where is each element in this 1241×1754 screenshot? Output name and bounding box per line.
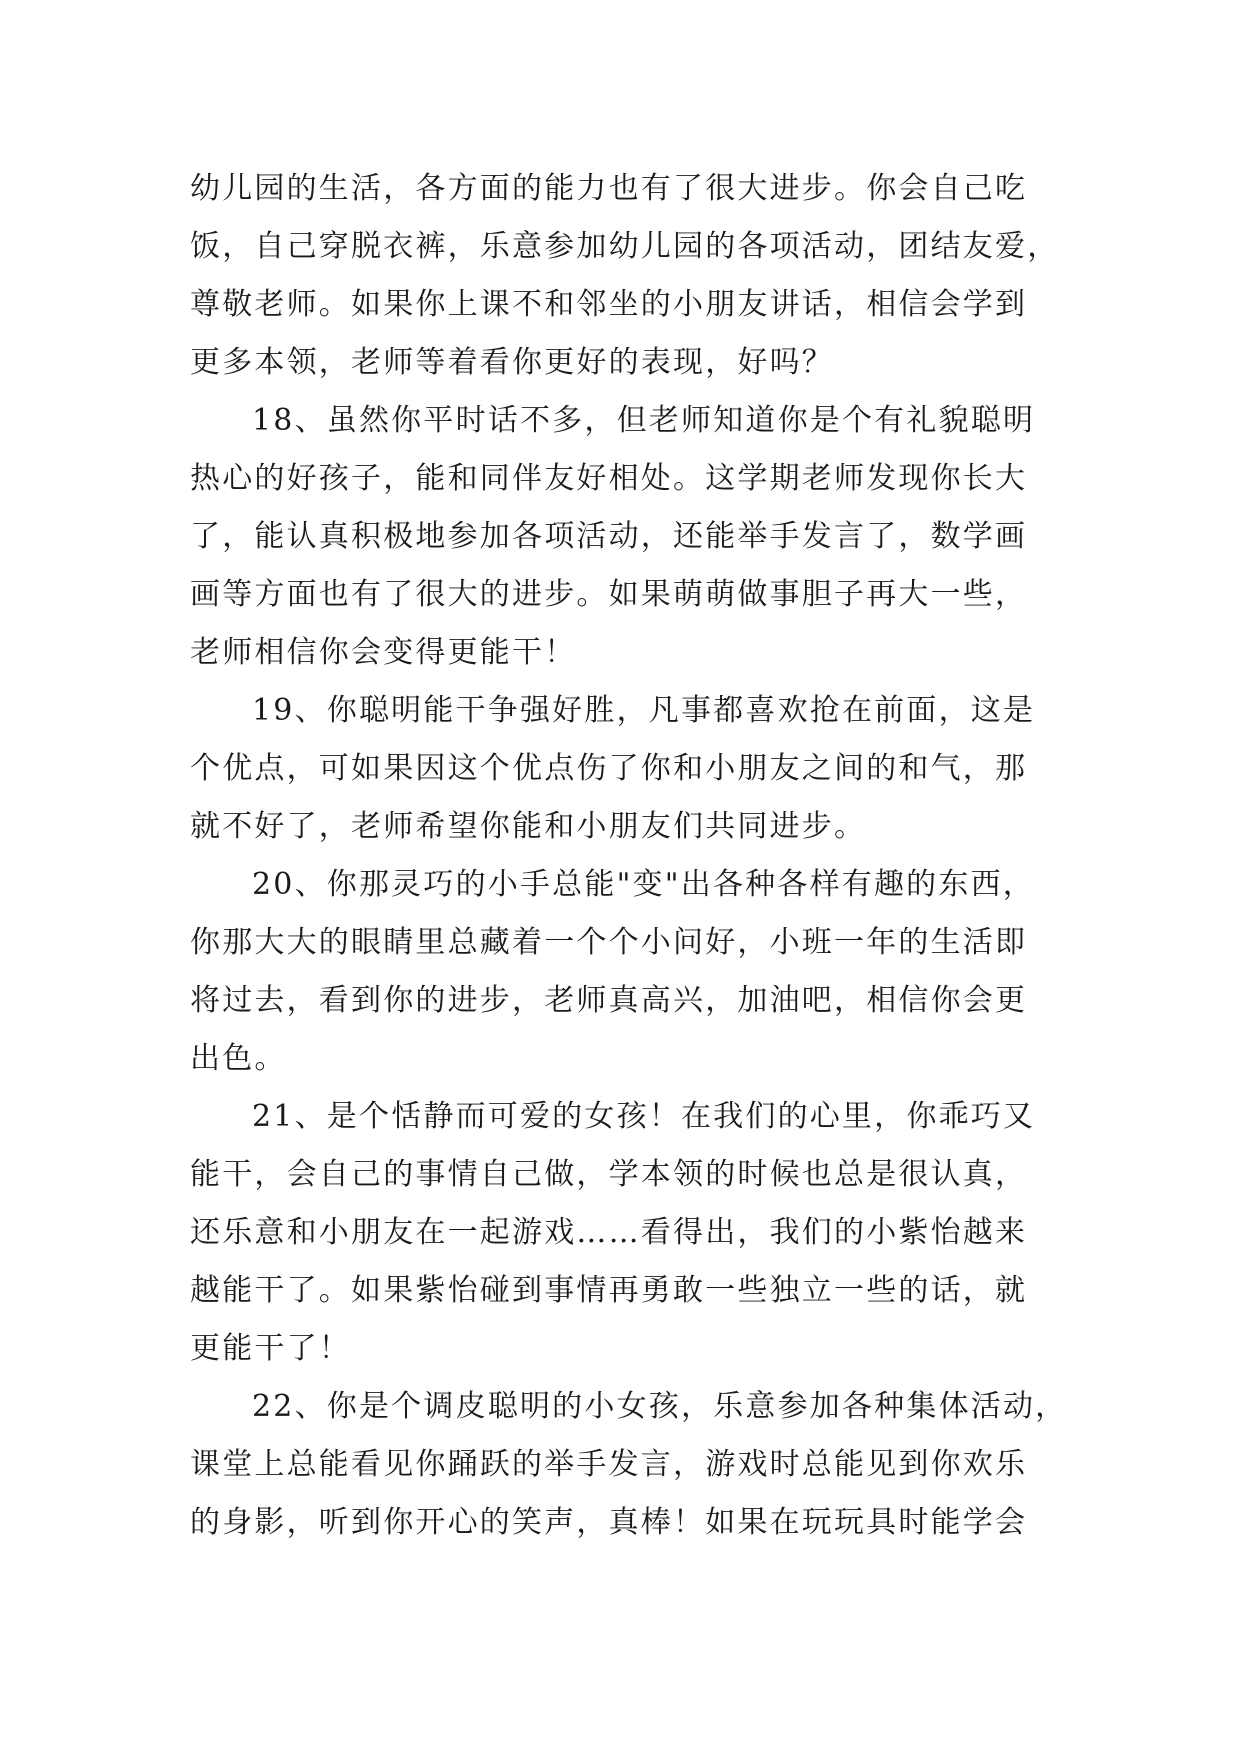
text-line: 尊敬老师。如果你上课不和邻坐的小朋友讲话，相信会学到 (190, 287, 1028, 322)
text-line: 将过去，看到你的进步，老师真高兴，加油吧，相信你会更 (190, 983, 1028, 1018)
text-line: 课堂上总能看见你踊跃的举手发言，游戏时总能见到你欢乐 (190, 1447, 1028, 1482)
text-line: 个优点，可如果因这个优点伤了你和小朋友之间的和气，那 (190, 751, 1028, 786)
text-line: 22、你是个调皮聪明的小女孩，乐意参加各种集体活动， (252, 1389, 1068, 1424)
text-line: 还乐意和小朋友在一起游戏……看得出，我们的小紫怡越来 (190, 1215, 1028, 1250)
text-line: 21、是个恬静而可爱的女孩！在我们的心里，你乖巧又 (252, 1099, 1036, 1134)
text-line: 老师相信你会变得更能干！ (190, 635, 577, 670)
paragraph-21 (190, 1088, 1050, 1378)
text-line: 就不好了，老师希望你能和小朋友们共同进步。 (190, 809, 867, 844)
document-body (190, 160, 1068, 1552)
text-line: 的身影，听到你开心的笑声，真棒！如果在玩玩具时能学会 (190, 1505, 1028, 1540)
paragraph-17-continued (190, 160, 1060, 392)
text-line: 饭，自己穿脱衣裤，乐意参加幼儿园的各项活动，团结友爱， (190, 229, 1060, 264)
text-line: 越能干了。如果紫怡碰到事情再勇敢一些独立一些的话，就 (190, 1273, 1028, 1308)
text-line: 能干，会自己的事情自己做，学本领的时候也总是很认真， (190, 1157, 1028, 1192)
text-line: 幼儿园的生活，各方面的能力也有了很大进步。你会自己吃 (190, 171, 1028, 206)
text-line: 了，能认真积极地参加各项活动，还能举手发言了，数学画 (190, 519, 1028, 554)
text-line: 18、虽然你平时话不多，但老师知道你是个有礼貌聪明 (252, 403, 1036, 438)
text-line: 热心的好孩子，能和同伴友好相处。这学期老师发现你长大 (190, 461, 1028, 496)
text-line: 画等方面也有了很大的进步。如果萌萌做事胆子再大一些， (190, 577, 1028, 612)
text-line: 更多本领，老师等着看你更好的表现，好吗？ (190, 345, 834, 380)
paragraph-19 (190, 682, 1050, 856)
paragraph-18 (190, 392, 1050, 682)
text-line: 20、你那灵巧的小手总能"变"出各种各样有趣的东西， (252, 867, 1035, 902)
paragraph-20 (190, 856, 1050, 1088)
text-line: 更能干了！ (190, 1331, 351, 1366)
text-line: 19、你聪明能干争强好胜，凡事都喜欢抢在前面，这是 (252, 693, 1036, 728)
paragraph-22 (190, 1378, 1068, 1552)
text-line: 出色。 (190, 1041, 287, 1076)
text-line: 你那大大的眼睛里总藏着一个个小问好，小班一年的生活即 (190, 925, 1028, 960)
